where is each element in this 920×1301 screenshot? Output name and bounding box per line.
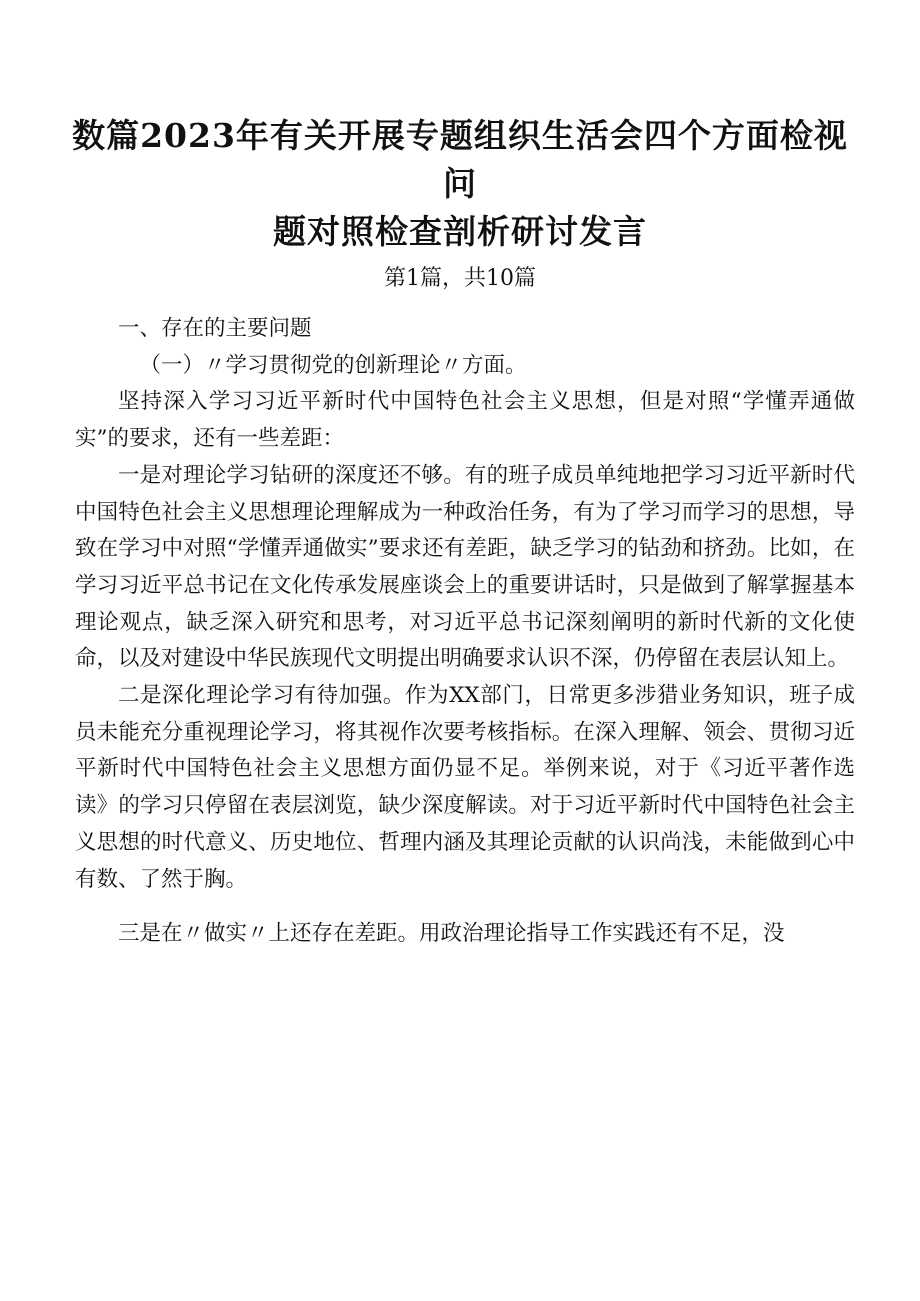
body-paragraph: 二是深化理论学习有待加强。作为XX部门，日常更多涉猎业务知识，班子成员未能充分重视理论学习，将其视作次要考核指标。在深入理解、领会、贯彻习近平新时代中国特色社会主义思想方面仍显不足。举例来说，对于《习近平著作选读》的学习只停留在表层浏览，缺少深度解读。对于习近平新时代中国特色社会主义思想的时代意义、历史地位、哲理内涵及其理论贡献的认识尚浅，未能做到心中有数、了然于胸。 — [75, 683, 855, 892]
part-label: 第1篇，共10篇 — [384, 266, 536, 291]
document-title-line-2: 题对照检查剖析研讨发言 — [273, 212, 647, 251]
subsection-heading: （一）〃学习贯彻党的创新理论〃方面。 — [139, 352, 527, 378]
body-paragraph: 一是对理论学习钻研的深度还不够。有的班子成员单纯地把学习习近平新时代中国特色社会主义思想理论理解成为一种政治任务，有为了学习而学习的思想，导致在学习中对照“学懂弄通做实”要求还有差距，缺乏学习的钻劲和挤劲。比如，在学习习近平总书记在文化传承发展座谈会上的重要讲话时，只是做到了解掌握基本理论观点，缺乏深入研究和思考，对习近平总书记深刻阐明的新时代新的文化使命，以及对建设中华民族现代文明提出明确要求认识不深，仍停留在表层认知上。 — [75, 462, 855, 672]
section-heading: 一、存在的主要问题 — [118, 316, 312, 341]
document-body — [75, 311, 855, 953]
body-paragraph: 三是在〃做实〃上还存在差距。用政治理论指导工作实践还有不足，没 — [118, 921, 785, 947]
body-paragraph: 坚持深入学习习近平新时代中国特色社会主义思想，但是对照“学懂弄通做实”的要求，还有一些差距： — [75, 389, 855, 452]
document-title — [60, 112, 860, 256]
document-title-line-1: 数篇2023年有关开展专题组织生活会四个方面检视问 — [72, 116, 848, 203]
